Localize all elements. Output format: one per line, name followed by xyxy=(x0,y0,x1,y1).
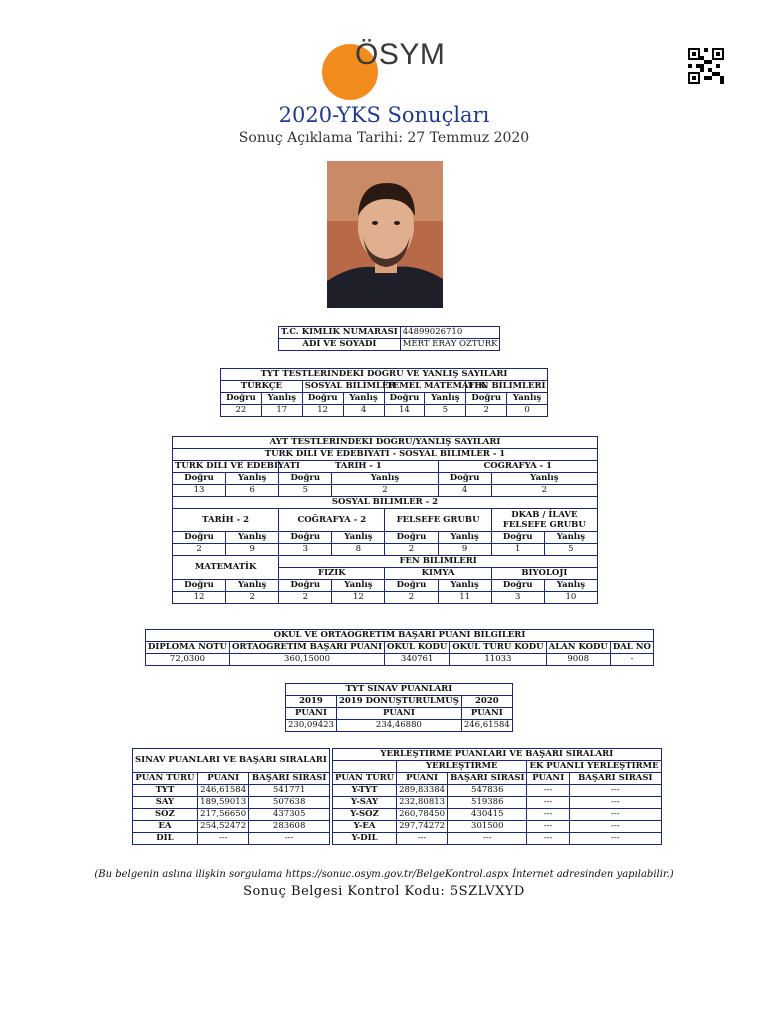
puan-turu: Y-SÖZ xyxy=(333,809,397,821)
ayt-value: 2 xyxy=(385,592,438,604)
ayt-value: 13 xyxy=(173,485,226,497)
ayt-subject: TÜRK DİLİ VE EDEBİYATI xyxy=(173,461,279,473)
okul-value: 360,15000 xyxy=(230,654,385,666)
dogru-header: Doğru xyxy=(173,473,226,485)
ayt-value: 5 xyxy=(279,485,332,497)
yerlestirme-cell: --- xyxy=(527,821,570,833)
dogru-header: Doğru xyxy=(173,532,226,544)
page-title: 2020-YKS Sonuçları xyxy=(278,103,490,127)
ayt-value: 11 xyxy=(438,592,491,604)
puan-turu: SÖZ xyxy=(133,809,198,821)
tyt-puan-value: 234,46880 xyxy=(336,720,461,732)
yerlestirme-cell: --- xyxy=(570,833,662,845)
sinav-cell: --- xyxy=(197,833,249,845)
ayt-fen-label: FEN BİLİMLERİ xyxy=(279,556,598,568)
ayt-subject: FELSEFE GRUBU xyxy=(385,509,491,532)
tyt-puan-year: 2020 xyxy=(461,696,512,708)
sinav-cell: 437305 xyxy=(249,809,329,821)
sinav-cell: 283608 xyxy=(249,821,329,833)
yanlis-header: Yanlış xyxy=(425,393,466,405)
dogru-header: Doğru xyxy=(385,580,438,592)
ayt-subject: TARİH - 1 xyxy=(279,461,438,473)
yanlis-header: Yanlış xyxy=(261,393,302,405)
puan-turu: Y-DİL xyxy=(333,833,397,845)
ayt-value: 2 xyxy=(491,485,597,497)
identity-table xyxy=(278,326,500,351)
yanlis-header: Yanlış xyxy=(226,532,279,544)
ayt-section-2: SOSYAL BİLİMLER - 2 xyxy=(173,497,598,509)
sinav-cell: --- xyxy=(249,833,329,845)
yerlestirme-cell: --- xyxy=(570,821,662,833)
tyt-value: 4 xyxy=(343,405,384,417)
dogru-header: Doğru xyxy=(279,580,332,592)
tyt-value: 14 xyxy=(384,405,425,417)
okul-value: 340761 xyxy=(385,654,450,666)
okul-value: 9008 xyxy=(546,654,610,666)
sinav-cell: 541771 xyxy=(249,785,329,797)
yerlestirme-cell: 430415 xyxy=(448,809,527,821)
okul-header: OKUL KODU xyxy=(385,642,450,654)
ayt-section-1: TÜRK DİLİ VE EDEBİYATI - SOSYAL BİLİMLER - 1 xyxy=(173,449,598,461)
ayt-value: 12 xyxy=(173,592,226,604)
puan-turu: Y-SAY xyxy=(333,797,397,809)
tyt-dogru-yanlis-table xyxy=(220,368,548,417)
ayt-value: 4 xyxy=(438,485,491,497)
osym-logo: ÖSYM xyxy=(355,38,446,71)
yanlis-header: Yanlış xyxy=(332,473,438,485)
sinav-cell: 246,61584 xyxy=(197,785,249,797)
yerlestirme-header: PUAN TÜRÜ xyxy=(333,773,397,785)
ayt-value: 3 xyxy=(279,544,332,556)
sinav-cell: 217,56650 xyxy=(197,809,249,821)
yerlestirme-cell: --- xyxy=(448,833,527,845)
ayt-subject: DKAB / İLAVE FELSEFE GRUBU xyxy=(491,509,597,532)
yerlestirme-header: PUANI xyxy=(527,773,570,785)
tyt-puan-year: 2019 xyxy=(286,696,337,708)
ayt-value: 3 xyxy=(491,592,544,604)
yerlestirme-cell: --- xyxy=(570,797,662,809)
tyt-value: 17 xyxy=(261,405,302,417)
puan-turu: Y-TYT xyxy=(333,785,397,797)
tyt-puan-title: TYT SINAV PUANLARI xyxy=(286,684,513,696)
ayt-subject: BİYOLOJİ xyxy=(491,568,597,580)
name-value: MERT ERAY ÖZTÜRK xyxy=(400,339,500,351)
yanlis-header: Yanlış xyxy=(544,532,597,544)
table-row xyxy=(333,797,662,809)
announcement-date: Sonuç Açıklama Tarihi: 27 Temmuz 2020 xyxy=(238,130,530,146)
yerlestirme-cell: 297,74272 xyxy=(397,821,448,833)
yerlestirme-cell: --- xyxy=(570,809,662,821)
yanlis-header: Yanlış xyxy=(332,532,385,544)
dogru-header: Doğru xyxy=(279,532,332,544)
ayt-value: 2 xyxy=(279,592,332,604)
dogru-header: Doğru xyxy=(491,532,544,544)
yerlestirme-group: YERLEŞTİRME xyxy=(397,761,527,773)
sinav-header: PUANI xyxy=(197,773,249,785)
dogru-header: Doğru xyxy=(302,393,343,405)
dogru-header: Doğru xyxy=(466,393,507,405)
ayt-value: 9 xyxy=(226,544,279,556)
table-row xyxy=(133,821,330,833)
yerlestirme-cell: --- xyxy=(397,833,448,845)
ayt-value: 10 xyxy=(544,592,597,604)
yanlis-header: Yanlış xyxy=(343,393,384,405)
tyt-subject: SOSYAL BİLİMLER xyxy=(302,381,384,393)
sinav-header: PUAN TÜRÜ xyxy=(133,773,198,785)
ayt-dy-title: AYT TESTLERİNDEKİ DOĞRU/YANLIŞ SAYILARI xyxy=(173,437,598,449)
yerlestirme-title: YERLEŞTİRME PUANLARI VE BAŞARI SIRALARI xyxy=(333,749,662,761)
tyt-value: 5 xyxy=(425,405,466,417)
dogru-header: Doğru xyxy=(279,473,332,485)
dogru-header: Doğru xyxy=(491,580,544,592)
yerlestirme-cell: --- xyxy=(570,785,662,797)
tyt-puan-year: 2019 DÖNÜŞTÜRÜLMÜŞ xyxy=(336,696,461,708)
yerlestirme-cell: --- xyxy=(527,797,570,809)
okul-title: OKUL VE ORTAÖĞRETİM BAŞARI PUANI BİLGİLERİ xyxy=(146,630,654,642)
dogru-header: Doğru xyxy=(385,532,438,544)
okul-value: 72,0300 xyxy=(146,654,230,666)
okul-header: DAL NO xyxy=(610,642,653,654)
sinav-cell: 507638 xyxy=(249,797,329,809)
yerlestirme-group: EK PUANLI YERLEŞTİRME xyxy=(527,761,661,773)
yerlestirme-cell: 301500 xyxy=(448,821,527,833)
ayt-value: 2 xyxy=(385,544,438,556)
ayt-value: 12 xyxy=(332,592,385,604)
sinav-cell: 254,52472 xyxy=(197,821,249,833)
ayt-value: 8 xyxy=(332,544,385,556)
tyt-value: 0 xyxy=(507,405,548,417)
okul-header: OKUL TÜRÜ KODU xyxy=(450,642,546,654)
dogru-header: Doğru xyxy=(221,393,262,405)
table-row xyxy=(133,833,330,845)
table-row xyxy=(333,785,662,797)
verification-note: (Bu belgenin aslına ilişkin sorgulama https://sonuc.osym.gov.tr/BelgeKontrol.aspx İnternet adresinden yapılabilir.) xyxy=(94,869,674,880)
ayt-dogru-yanlis-table xyxy=(172,436,598,604)
okul-value: 11033 xyxy=(450,654,546,666)
control-code: Sonuç Belgesi Kontrol Kodu: 5SZLVXYD xyxy=(243,884,525,899)
yerlestirme-table xyxy=(332,748,662,845)
ayt-value: 2 xyxy=(226,592,279,604)
tyt-puan-value: 230,09423 xyxy=(286,720,337,732)
yerlestirme-cell: --- xyxy=(527,833,570,845)
yanlis-header: Yanlış xyxy=(507,393,548,405)
tc-value: 44899026710 xyxy=(400,327,500,339)
puani-header: PUANI xyxy=(461,708,512,720)
ayt-value: 2 xyxy=(173,544,226,556)
yerlestirme-cell: 232,80813 xyxy=(397,797,448,809)
tyt-subject: TEMEL MATEMATİK xyxy=(384,381,466,393)
ayt-subject: COĞRAFYA - 1 xyxy=(438,461,597,473)
puan-turu: SAY xyxy=(133,797,198,809)
yerlestirme-cell: 519386 xyxy=(448,797,527,809)
yerlestirme-spacer xyxy=(333,761,397,773)
sinav-header: BAŞARI SIRASI xyxy=(249,773,329,785)
tyt-value: 12 xyxy=(302,405,343,417)
ayt-value: 1 xyxy=(491,544,544,556)
tc-label: T.C. KİMLİK NUMARASI xyxy=(279,327,401,339)
yerlestirme-cell: 260,78450 xyxy=(397,809,448,821)
puan-turu: DİL xyxy=(133,833,198,845)
ayt-subject: COĞRAFYA - 2 xyxy=(279,509,385,532)
yanlis-header: Yanlış xyxy=(438,532,491,544)
ayt-subject: KİMYA xyxy=(385,568,491,580)
ayt-value: 2 xyxy=(332,485,438,497)
okul-header: ORTAÖĞRETİM BAŞARI PUANI xyxy=(230,642,385,654)
table-row xyxy=(333,821,662,833)
okul-table xyxy=(145,629,654,666)
okul-header: ALAN KODU xyxy=(546,642,610,654)
yerlestirme-cell: --- xyxy=(527,809,570,821)
tyt-puan-value: 246,61584 xyxy=(461,720,512,732)
tyt-value: 22 xyxy=(221,405,262,417)
sinav-cell: 189,59013 xyxy=(197,797,249,809)
yanlis-header: Yanlış xyxy=(226,473,279,485)
yanlis-header: Yanlış xyxy=(438,580,491,592)
yerlestirme-cell: 289,83384 xyxy=(397,785,448,797)
tyt-subject: TÜRKÇE xyxy=(221,381,303,393)
yerlestirme-header: PUANI xyxy=(397,773,448,785)
tyt-subject: FEN BİLİMLERİ xyxy=(466,381,548,393)
puani-header: PUANI xyxy=(286,708,337,720)
ayt-value: 9 xyxy=(438,544,491,556)
puani-header: PUANI xyxy=(336,708,461,720)
ayt-subject: MATEMATİK xyxy=(173,556,279,580)
okul-header: DİPLOMA NOTU xyxy=(146,642,230,654)
yerlestirme-header: BAŞARI SIRASI xyxy=(448,773,527,785)
sinav-puanlari-table xyxy=(132,748,330,845)
yerlestirme-header: BAŞARI SIRASI xyxy=(570,773,662,785)
ayt-value: 5 xyxy=(544,544,597,556)
table-row xyxy=(333,833,662,845)
ayt-subject: TARİH - 2 xyxy=(173,509,279,532)
table-row xyxy=(333,809,662,821)
tyt-dy-title: TYT TESTLERİNDEKİ DOĞRU VE YANLIŞ SAYILARI xyxy=(221,369,548,381)
okul-value: - xyxy=(610,654,653,666)
ayt-subject: FİZİK xyxy=(279,568,385,580)
qr-code-icon xyxy=(688,48,724,84)
yanlis-header: Yanlış xyxy=(491,473,597,485)
yerlestirme-cell: --- xyxy=(527,785,570,797)
yanlis-header: Yanlış xyxy=(332,580,385,592)
tyt-value: 2 xyxy=(466,405,507,417)
sinav-title: SINAV PUANLARI VE BAŞARI SIRALARI xyxy=(133,749,330,773)
ayt-value: 6 xyxy=(226,485,279,497)
puan-turu: EA xyxy=(133,821,198,833)
dogru-header: Doğru xyxy=(173,580,226,592)
candidate-photo xyxy=(327,161,443,308)
table-row xyxy=(133,797,330,809)
yerlestirme-cell: 547836 xyxy=(448,785,527,797)
tyt-puan-table xyxy=(285,683,513,732)
puan-turu: Y-EA xyxy=(333,821,397,833)
table-row xyxy=(133,785,330,797)
table-row xyxy=(133,809,330,821)
dogru-header: Doğru xyxy=(384,393,425,405)
yanlis-header: Yanlış xyxy=(226,580,279,592)
dogru-header: Doğru xyxy=(438,473,491,485)
name-label: ADI VE SOYADI xyxy=(279,339,401,351)
yanlis-header: Yanlış xyxy=(544,580,597,592)
puan-turu: TYT xyxy=(133,785,198,797)
